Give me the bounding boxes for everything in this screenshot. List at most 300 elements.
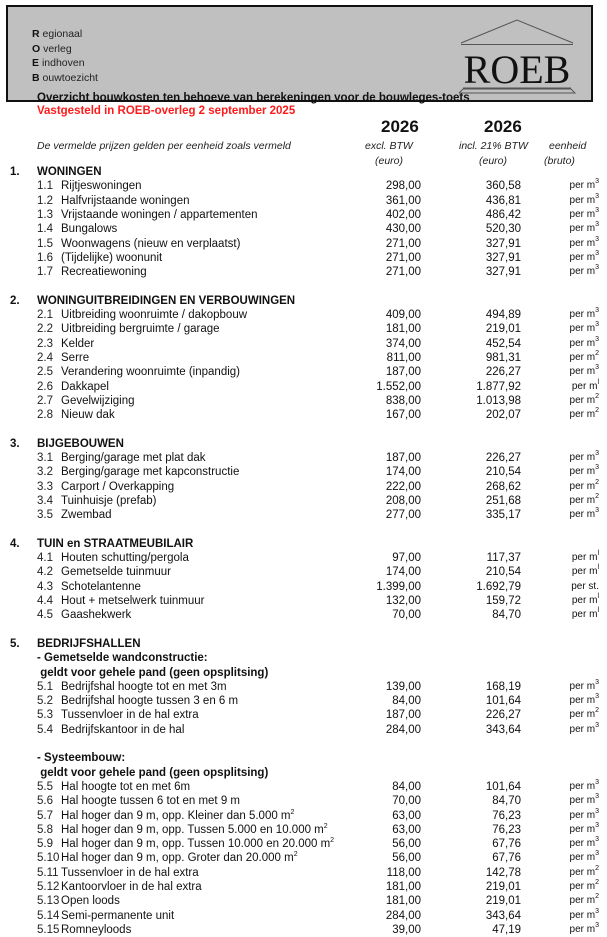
col2-year: 2026: [484, 117, 522, 136]
item-label-text: Hal hoger dan 9 m, opp. Tussen 10.000 en 20.000 m: [61, 838, 331, 851]
price-excl-btw: 84,00: [392, 695, 421, 708]
price-incl-btw: 360,58: [485, 180, 521, 193]
item-label: [61, 480, 174, 494]
unit-superscript: 2: [595, 349, 599, 357]
unit-superscript: 3: [595, 321, 599, 329]
item-label: [61, 594, 205, 608]
col2-unit: (euro): [479, 155, 508, 167]
section-title: BIJGEBOUWEN: [37, 437, 124, 450]
unit: [572, 565, 599, 579]
label-superscript: 2: [293, 851, 298, 859]
unit-text: per m: [569, 852, 596, 864]
item-label: [61, 880, 202, 894]
subsection-title: - Systeembouw:: [37, 752, 126, 765]
price-incl-btw: 343,64: [485, 909, 521, 922]
price-incl-btw: 226,27: [485, 366, 521, 379]
price-incl-btw: 335,17: [485, 509, 521, 522]
subsection-title: geldt voor gehele pand (geen opsplitsing): [37, 666, 269, 679]
unit-text: per m: [569, 351, 596, 363]
item-number: 5.1: [37, 680, 53, 693]
unit: [570, 837, 599, 851]
price-excl-btw: 139,00: [385, 680, 421, 693]
price-excl-btw: 430,00: [385, 223, 421, 236]
item-number: 2.5: [37, 366, 53, 379]
price-excl-btw: 181,00: [385, 895, 421, 908]
col1-label: excl. BTW: [365, 140, 413, 152]
item-label-text: Serre: [61, 351, 90, 364]
price-excl-btw: 271,00: [385, 237, 421, 250]
table-row: [0, 823, 607, 837]
unit-text: per m: [569, 795, 596, 807]
price-incl-btw: 67,76: [492, 852, 521, 865]
item-label-text: Bedrijfshal hoogte tussen 3 en 6 m: [61, 695, 239, 708]
item-label: [61, 465, 239, 479]
item-label-text: Houten schutting/pergola: [61, 552, 189, 565]
item-label: [61, 708, 199, 722]
price-incl-btw: 142,78: [485, 866, 521, 879]
table-row: [0, 351, 607, 365]
price-incl-btw: 210,54: [485, 566, 521, 579]
unit-text: per m: [569, 194, 596, 206]
price-excl-btw: 284,00: [385, 909, 421, 922]
unit: [570, 794, 599, 808]
header-box: [6, 5, 593, 102]
logo-text: ROEB: [463, 47, 571, 92]
price-excl-btw: 70,00: [392, 795, 421, 808]
subsection-title: geldt voor gehele pand (geen opsplitsing): [37, 766, 269, 779]
table-row: [0, 780, 607, 794]
item-label-text: Schotelantenne: [61, 580, 141, 593]
label-superscript: 2: [330, 837, 335, 845]
unit: [570, 251, 599, 265]
item-number: 1.6: [37, 251, 53, 264]
section-header: [0, 165, 607, 179]
item-number: 5.5: [37, 780, 53, 793]
table-row: [0, 337, 607, 351]
price-incl-btw: 343,64: [485, 723, 521, 736]
table-row: [0, 923, 607, 937]
unit-superscript: 3: [595, 335, 599, 343]
unit-text: per m: [571, 552, 598, 564]
item-number: 4.5: [37, 609, 53, 622]
col2-label: incl. 21% BTW: [459, 140, 528, 152]
table-row: [0, 680, 607, 694]
unit-superscript: l: [597, 593, 599, 600]
unit-text: per m: [569, 909, 596, 921]
unit: [570, 780, 599, 794]
item-number: 3.1: [37, 452, 53, 464]
item-number: 2.4: [37, 351, 53, 364]
unit-superscript: 2: [595, 478, 599, 486]
table-row: [0, 551, 607, 565]
subsection-header: [0, 751, 607, 765]
item-label: [61, 794, 240, 808]
unit: [572, 551, 599, 565]
table-row: [0, 608, 607, 622]
price-excl-btw: 63,00: [392, 823, 421, 836]
item-label-text: Bungalows: [61, 223, 118, 236]
price-excl-btw: 277,00: [385, 509, 421, 522]
unit-superscript: 3: [595, 235, 599, 243]
unit: [570, 866, 599, 880]
item-number: 5.15: [37, 923, 60, 936]
item-label-text: Tuinhuisje (prefab): [61, 494, 157, 507]
price-incl-btw: 436,81: [485, 194, 521, 207]
price-excl-btw: 409,00: [385, 309, 421, 321]
item-number: 5.9: [37, 838, 53, 851]
unit: [570, 680, 599, 694]
unit: [570, 823, 599, 837]
item-label-text: Hal hoogte tot en met 6m: [61, 780, 191, 793]
price-incl-btw: 76,23: [492, 809, 521, 822]
document-subtitle: Vastgesteld in ROEB-overleg 2 september 2025: [37, 105, 296, 117]
price-excl-btw: 1.399,00: [376, 580, 421, 593]
price-incl-btw: 981,31: [485, 351, 521, 364]
table-row: [0, 251, 607, 265]
price-incl-btw: 210,54: [485, 466, 521, 479]
price-excl-btw: 374,00: [385, 337, 421, 350]
section-title: TUIN en STRAATMEUBILAIR: [37, 537, 194, 550]
unit: [572, 594, 599, 608]
unit: [571, 580, 599, 594]
item-label: [61, 451, 205, 465]
unit-text: per m: [569, 366, 596, 378]
unit-superscript: 3: [595, 793, 599, 801]
item-label: [61, 580, 141, 594]
item-label: [61, 809, 294, 823]
acronym-block: [32, 27, 98, 85]
price-incl-btw: 67,76: [492, 838, 521, 851]
unit-superscript: 3: [595, 450, 599, 457]
unit-text: per m: [569, 695, 596, 707]
price-incl-btw: 327,91: [485, 251, 521, 264]
price-incl-btw: 494,89: [485, 309, 521, 321]
table-row: [0, 565, 607, 579]
unit-text: per m: [569, 881, 596, 892]
item-label-text: Bedrijfskantoor in de hal: [61, 723, 185, 736]
table-row: [0, 194, 607, 208]
unit-superscript: 3: [595, 907, 599, 915]
unit-text: per m: [569, 394, 596, 406]
item-number: 3.2: [37, 466, 53, 479]
unit-superscript: 3: [595, 821, 599, 829]
item-number: 4.1: [37, 552, 53, 565]
col3-unit: (bruto): [544, 155, 575, 167]
price-incl-btw: 117,37: [486, 552, 521, 565]
unit: [570, 194, 599, 208]
unit-superscript: 3: [595, 678, 599, 686]
unit-text: per m: [569, 323, 596, 335]
price-excl-btw: 181,00: [385, 881, 421, 893]
unit-text: per m: [569, 680, 596, 692]
price-incl-btw: 520,30: [485, 223, 521, 236]
unit-superscript: 3: [595, 307, 599, 314]
item-number: 2.3: [37, 337, 53, 350]
price-incl-btw: 251,68: [485, 494, 521, 507]
price-excl-btw: 97,00: [392, 552, 421, 565]
item-label-text: Hal hoger dan 9 m, opp. Tussen 5.000 en 10.000 m: [61, 823, 324, 836]
item-label-text: Semi-permanente unit: [61, 909, 175, 922]
item-label-text: Verandering woonruimte (inpandig): [61, 366, 240, 379]
item-label-text: Berging/garage met kapconstructie: [61, 466, 240, 479]
table-row: [0, 222, 607, 236]
item-label-text: Berging/garage met plat dak: [61, 452, 206, 464]
item-label: [61, 551, 189, 565]
item-label: [61, 322, 220, 336]
unit-superscript: 3: [595, 778, 599, 786]
unit-superscript: 3: [595, 178, 599, 186]
item-label-text: Rijtjeswoningen: [61, 180, 142, 193]
unit-superscript: 3: [595, 206, 599, 214]
unit-text: per st.: [571, 580, 599, 592]
price-incl-btw: 84,70: [492, 609, 521, 622]
section-title: WONINGUITBREIDINGEN EN VERBOUWINGEN: [37, 294, 296, 307]
price-excl-btw: 222,00: [385, 480, 421, 493]
section-number: 5.: [10, 637, 20, 650]
section-title: BEDRIJFSHALLEN: [37, 637, 141, 650]
item-label: [61, 894, 120, 908]
item-number: 3.4: [37, 494, 53, 507]
unit-superscript: 3: [595, 264, 599, 272]
price-excl-btw: 132,00: [385, 595, 421, 607]
section-number: 3.: [10, 437, 20, 450]
subsection-header: [0, 666, 607, 680]
unit: [570, 723, 599, 737]
item-label-text: Hal hoger dan 9 m, opp. Kleiner dan 5.000 m: [61, 809, 291, 822]
price-incl-btw: 101,64: [485, 780, 521, 793]
table-row: [0, 866, 607, 880]
table-row: [0, 837, 607, 851]
item-label-text: Kantoorvloer in de hal extra: [61, 881, 202, 893]
item-number: 5.13: [37, 895, 60, 908]
unit: [570, 494, 599, 508]
subsection-header: [0, 651, 607, 665]
price-incl-btw: 268,62: [485, 480, 521, 493]
unit-superscript: 2: [595, 864, 599, 872]
table-row: [0, 179, 607, 193]
item-number: 3.5: [37, 509, 53, 522]
item-label: [61, 308, 247, 322]
price-incl-btw: 168,19: [485, 680, 521, 693]
unit: [572, 608, 599, 622]
price-excl-btw: 63,00: [392, 809, 421, 822]
unit: [570, 480, 599, 494]
section-number: 4.: [10, 537, 20, 550]
unit-superscript: 3: [595, 721, 599, 729]
unit-text: per m: [569, 494, 596, 506]
table-row: [0, 308, 607, 322]
item-label: [61, 837, 334, 851]
item-number: 5.6: [37, 795, 53, 808]
unit: [570, 465, 599, 479]
unit: [570, 809, 599, 823]
unit: [570, 222, 599, 236]
table-row: [0, 394, 607, 408]
table-row: [0, 694, 607, 708]
item-number: 1.4: [37, 223, 53, 236]
item-label-text: Hal hoogte tussen 6 tot en met 9 m: [61, 795, 240, 808]
item-label: [61, 780, 190, 794]
price-excl-btw: 39,00: [392, 923, 421, 936]
table-row: [0, 794, 607, 808]
table-row: [0, 480, 607, 494]
table-row: [0, 508, 607, 522]
unit-text: per m: [569, 208, 596, 220]
item-label: [61, 694, 238, 708]
item-label: [61, 723, 184, 737]
unit: [570, 337, 599, 351]
item-label-text: Tussenvloer in de hal extra: [61, 709, 199, 722]
item-number: 5.3: [37, 709, 53, 722]
acronym-line: O verleg: [32, 42, 72, 55]
price-excl-btw: 271,00: [385, 251, 421, 264]
unit-superscript: 2: [595, 893, 599, 901]
table-row: [0, 365, 607, 379]
item-number: 1.1: [37, 180, 53, 193]
unit-superscript: l: [597, 564, 599, 572]
unit-superscript: 3: [595, 249, 599, 257]
item-number: 5.4: [37, 723, 53, 736]
item-number: 1.3: [37, 208, 53, 221]
section-title: WONINGEN: [37, 166, 102, 178]
item-label-text: Romneyloods: [61, 923, 132, 936]
price-incl-btw: 159,72: [485, 595, 521, 607]
unit: [572, 380, 599, 394]
item-label: [61, 608, 131, 622]
price-incl-btw: 219,01: [485, 323, 521, 336]
unit-text: per m: [569, 509, 596, 521]
item-number: 2.2: [37, 323, 53, 336]
table-row: [0, 494, 607, 508]
price-excl-btw: 56,00: [392, 852, 421, 865]
unit-text: per m: [569, 223, 596, 235]
item-number: 2.1: [37, 309, 53, 321]
table-row: [0, 265, 607, 279]
unit: [570, 708, 599, 722]
table-row: [0, 237, 607, 251]
item-number: 1.7: [37, 266, 53, 279]
section-header: [0, 294, 607, 308]
item-label: [61, 365, 240, 379]
col3-label: eenheid: [549, 140, 587, 152]
item-number: 5.14: [37, 909, 60, 922]
price-excl-btw: 56,00: [392, 838, 421, 851]
price-excl-btw: 84,00: [392, 780, 421, 793]
subsection-header: [0, 766, 607, 780]
unit: [570, 365, 599, 379]
unit-superscript: 2: [595, 407, 599, 415]
table-row: [0, 208, 607, 222]
item-number: 2.6: [37, 380, 53, 393]
table-row: [0, 894, 607, 908]
col1-year: 2026: [381, 117, 419, 136]
table-row: [0, 322, 607, 336]
unit-text: per m: [569, 309, 596, 320]
unit: [570, 322, 599, 336]
item-number: 5.12: [37, 881, 60, 893]
item-label: [61, 222, 117, 236]
unit-superscript: 2: [595, 707, 599, 715]
unit: [570, 308, 599, 322]
unit: [570, 394, 599, 408]
unit-text: per m: [569, 237, 596, 249]
unit-superscript: 2: [595, 392, 599, 400]
item-number: 1.5: [37, 237, 53, 250]
unit: [570, 265, 599, 279]
unit: [570, 894, 599, 908]
price-excl-btw: 187,00: [385, 709, 421, 722]
item-label: [61, 565, 171, 579]
price-incl-btw: 1.013,98: [476, 394, 521, 407]
item-label-text: Vrijstaande woningen / appartementen: [61, 208, 258, 221]
unit-superscript: 3: [595, 364, 599, 372]
price-excl-btw: 271,00: [385, 266, 421, 279]
unit-text: per m: [569, 780, 596, 792]
price-incl-btw: 101,64: [485, 695, 521, 708]
unit: [570, 237, 599, 251]
unit: [570, 694, 599, 708]
unit-text: per m: [569, 180, 596, 192]
unit: [570, 851, 599, 865]
item-label: [61, 923, 131, 937]
item-label: [61, 194, 190, 208]
col1-unit: (euro): [375, 155, 404, 167]
price-incl-btw: 219,01: [485, 881, 521, 893]
price-excl-btw: 187,00: [385, 366, 421, 379]
roeb-logo: [457, 17, 577, 97]
unit-superscript: l: [597, 607, 599, 615]
item-number: 5.11: [37, 866, 59, 879]
unit-superscript: l: [597, 378, 599, 386]
unit-superscript: 2: [595, 879, 599, 886]
item-label-text: Open loods: [61, 895, 120, 908]
unit-superscript: 3: [595, 921, 599, 929]
unit-text: per m: [569, 809, 596, 821]
unit-text: per m: [571, 595, 598, 606]
table-row: [0, 708, 607, 722]
price-incl-btw: 327,91: [485, 237, 521, 250]
item-label: [61, 508, 112, 522]
item-label-text: Bedrijfshal hoogte tot en met 3m: [61, 680, 227, 693]
unit-superscript: 3: [595, 464, 599, 472]
label-superscript: 2: [323, 822, 328, 830]
item-label: [61, 351, 89, 365]
unit-superscript: 3: [595, 850, 599, 858]
item-number: 5.7: [37, 809, 53, 822]
price-excl-btw: 298,00: [385, 180, 421, 193]
table-row: [0, 465, 607, 479]
item-label-text: Nieuw dak: [61, 409, 115, 422]
label-superscript: 2: [290, 808, 295, 816]
unit-text: per m: [569, 251, 596, 263]
table-row: [0, 809, 607, 823]
price-incl-btw: 226,27: [485, 709, 521, 722]
item-label-text: Gaashekwerk: [61, 609, 132, 622]
acronym-line: B ouwtoezicht: [32, 71, 98, 84]
unit-superscript: 3: [595, 507, 599, 515]
price-excl-btw: 174,00: [385, 566, 421, 579]
acronym-line: E indhoven: [32, 57, 85, 69]
item-label-text: (Tijdelijke) woonunit: [61, 251, 163, 264]
item-label: [61, 408, 115, 422]
item-label: [61, 680, 227, 694]
price-excl-btw: 284,00: [385, 723, 421, 736]
item-label: [61, 208, 257, 222]
section-number: 2.: [10, 294, 20, 307]
unit-text: per m: [569, 337, 596, 349]
unit-text: per m: [569, 866, 596, 878]
price-excl-btw: 361,00: [385, 194, 421, 207]
